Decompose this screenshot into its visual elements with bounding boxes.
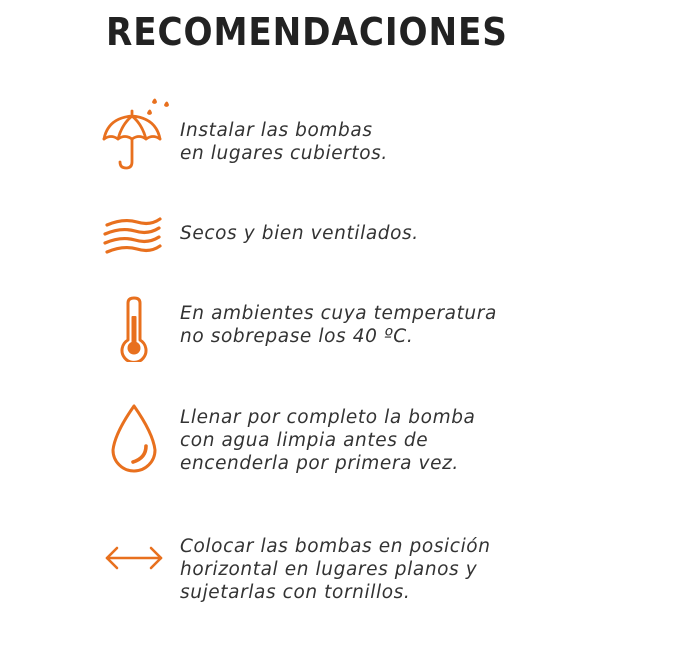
wind-waves-icon — [100, 210, 170, 260]
page-title: RECOMENDACIONES — [106, 10, 508, 54]
water-drop-icon — [100, 400, 170, 480]
recommendation-item-horizontal-position — [100, 535, 660, 615]
recommendation-text: Llenar por completo la bomba con agua limpia antes de encenderla por primera vez. — [180, 407, 476, 474]
recommendation-text: Secos y bien ventilados. — [180, 223, 419, 244]
recommendation-item-temperature — [100, 292, 660, 362]
thermometer-icon — [100, 292, 170, 362]
recommendation-item-fill-with-water — [100, 400, 660, 480]
recommendation-text: Colocar las bombas en posición horizontal en lugares planos y sujetarlas con tornillos. — [180, 536, 491, 603]
umbrella-icon — [100, 92, 180, 172]
recommendation-text: En ambientes cuya temperatura no sobrepase los 40 ºC. — [180, 303, 497, 347]
recommendation-item-covered-place — [100, 92, 660, 172]
recommendation-text: Instalar las bombas en lugares cubiertos. — [180, 120, 388, 164]
recommendation-item-dry-ventilated — [100, 210, 660, 260]
horizontal-arrows-icon — [100, 538, 170, 578]
